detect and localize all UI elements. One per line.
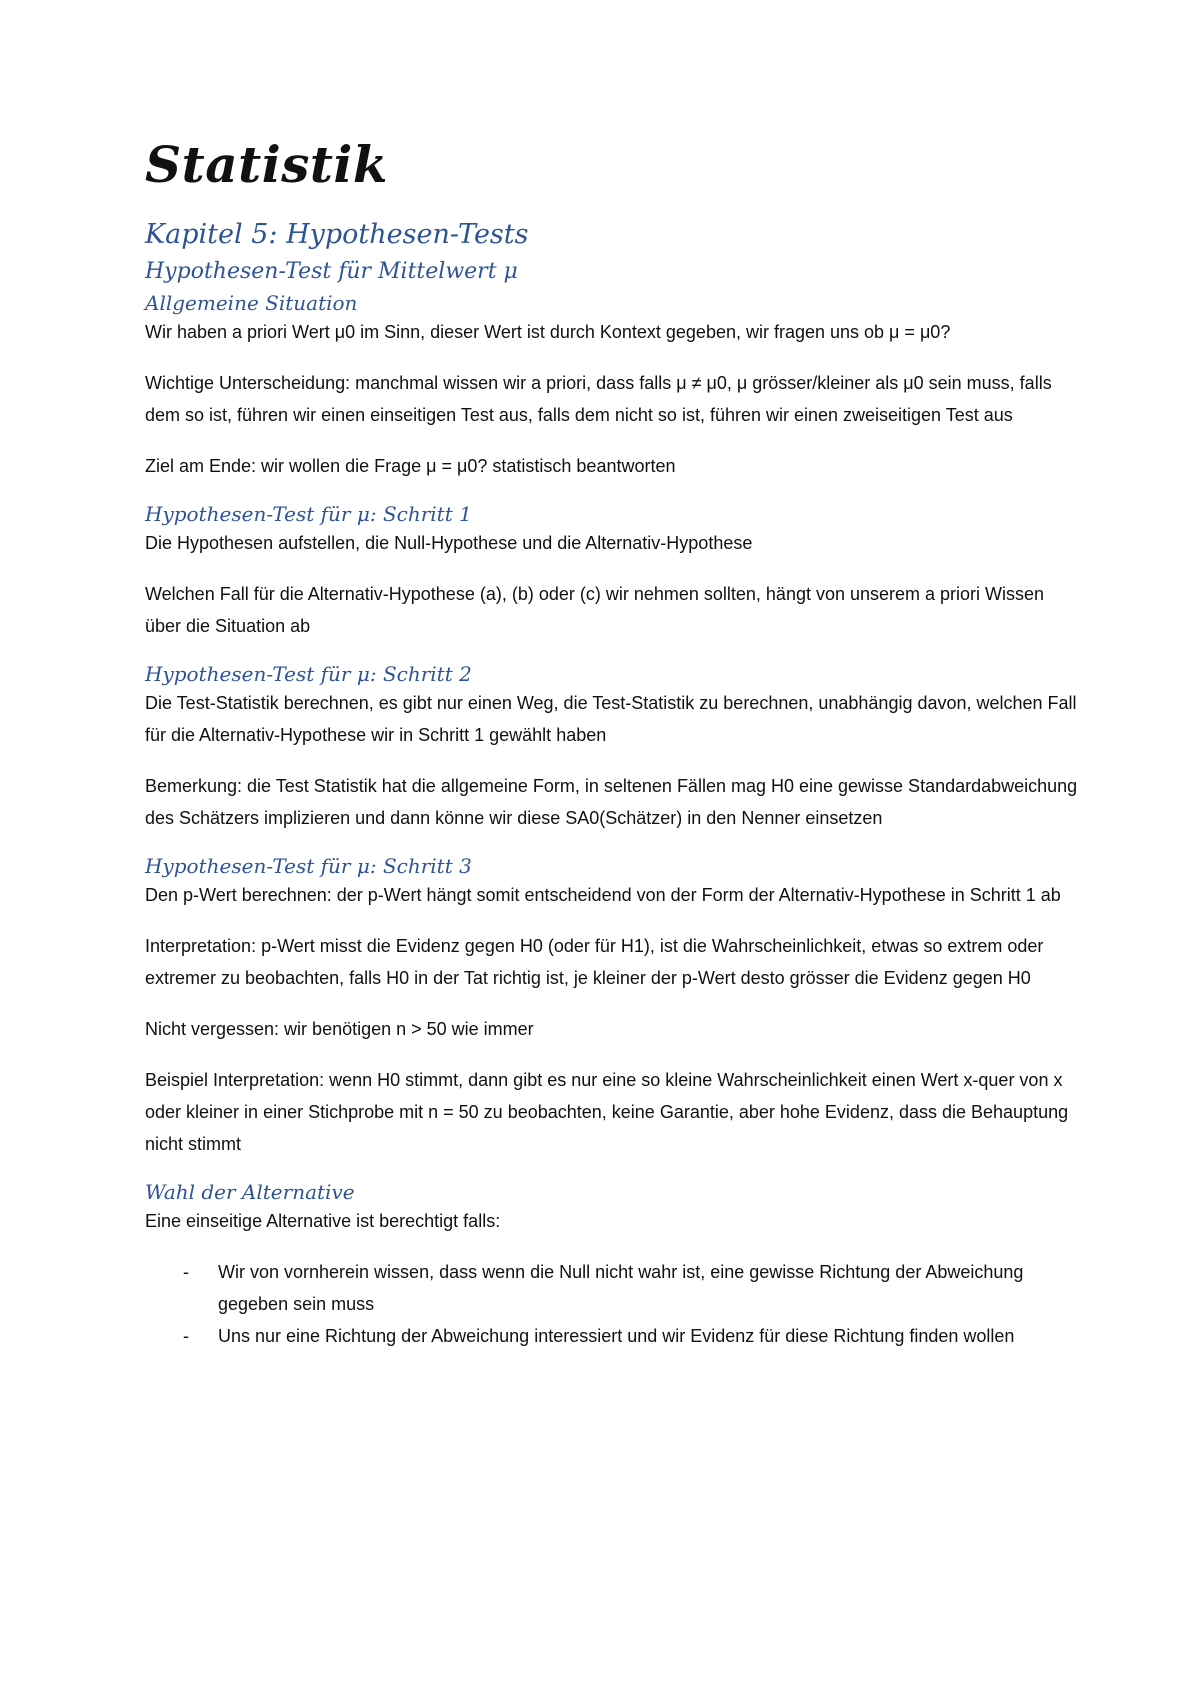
paragraph: Wichtige Unterscheidung: manchmal wissen wir a priori, dass falls μ ≠ μ0, μ grösser/kleiner als μ0 sein muss, falls dem so ist, führen wir einen einseitigen Test aus, falls dem nicht so ist, führen wir einen zweiseitigen Test aus xyxy=(145,373,1052,426)
subsection-heading-wahl-der-alternative: Wahl der Alternative xyxy=(145,1180,355,1205)
paragraph: Beispiel Interpretation: wenn H0 stimmt, dann gibt es nur eine so kleine Wahrscheinlichkeit einen Wert x-quer von x oder kleiner in einer Stichprobe mit n = 50 zu beobachten, keine Garantie, aber hohe Evidenz, dass die Behauptung nicht stimmt xyxy=(145,1070,1069,1155)
list-item xyxy=(145,1320,1080,1352)
section-heading: Hypothesen-Test für Mittelwert μ xyxy=(145,258,518,284)
list-item-text: Uns nur eine Richtung der Abweichung interessiert und wir Evidenz für diese Richtung finden wollen xyxy=(218,1326,1015,1347)
list-dash-marker: - xyxy=(183,1262,189,1283)
paragraph: Den p-Wert berechnen: der p-Wert hängt somit entscheidend von der Form der Alternativ-Hypothese in Schritt 1 ab xyxy=(145,885,1061,906)
paragraph: Interpretation: p-Wert misst die Evidenz gegen H0 (oder für H1), ist die Wahrscheinlichkeit, etwas so extrem oder extremer zu beobachten, falls H0 in der Tat richtig ist, je kleiner der p-Wert desto grösser die Evidenz gegen H0 xyxy=(145,936,1044,989)
document-title: Statistik xyxy=(145,135,389,194)
paragraph: Ziel am Ende: wir wollen die Frage μ = μ0? statistisch beantworten xyxy=(145,456,676,477)
paragraph: Wir haben a priori Wert μ0 im Sinn, dieser Wert ist durch Kontext gegeben, wir fragen uns ob μ = μ0? xyxy=(145,322,951,343)
subsection-heading-schritt-3: Hypothesen-Test für μ: Schritt 3 xyxy=(145,854,472,879)
subsection-heading-schritt-1: Hypothesen-Test für μ: Schritt 1 xyxy=(145,502,472,527)
subsection-heading-allgemeine-situation: Allgemeine Situation xyxy=(145,291,358,316)
paragraph: Eine einseitige Alternative ist berechtigt falls: xyxy=(145,1211,501,1232)
chapter-heading: Kapitel 5: Hypothesen-Tests xyxy=(145,219,529,250)
list-dash-marker: - xyxy=(183,1326,189,1347)
list-item-text: Wir von vornherein wissen, dass wenn die Null nicht wahr ist, eine gewisse Richtung der Abweichung gegeben sein muss xyxy=(218,1262,1024,1315)
bullet-list xyxy=(145,1256,1080,1352)
paragraph: Die Hypothesen aufstellen, die Null-Hypothese und die Alternativ-Hypothese xyxy=(145,533,753,554)
document-page xyxy=(145,135,1080,1352)
subsection-heading-schritt-2: Hypothesen-Test für μ: Schritt 2 xyxy=(145,662,472,687)
paragraph: Welchen Fall für die Alternativ-Hypothese (a), (b) oder (c) wir nehmen sollten, hängt von unserem a priori Wissen über die Situation ab xyxy=(145,584,1045,637)
paragraph: Bemerkung: die Test Statistik hat die allgemeine Form, in seltenen Fällen mag H0 eine gewisse Standardabweichung des Schätzers implizieren und dann könne wir diese SA0(Schätzer) in den Nenner einsetzen xyxy=(145,776,1078,829)
paragraph: Die Test-Statistik berechnen, es gibt nur einen Weg, die Test-Statistik zu berechnen, unabhängig davon, welchen Fall für die Alternativ-Hypothese wir in Schritt 1 gewählt haben xyxy=(145,693,1077,746)
paragraph: Nicht vergessen: wir benötigen n > 50 wie immer xyxy=(145,1019,534,1040)
list-item xyxy=(145,1256,1080,1320)
